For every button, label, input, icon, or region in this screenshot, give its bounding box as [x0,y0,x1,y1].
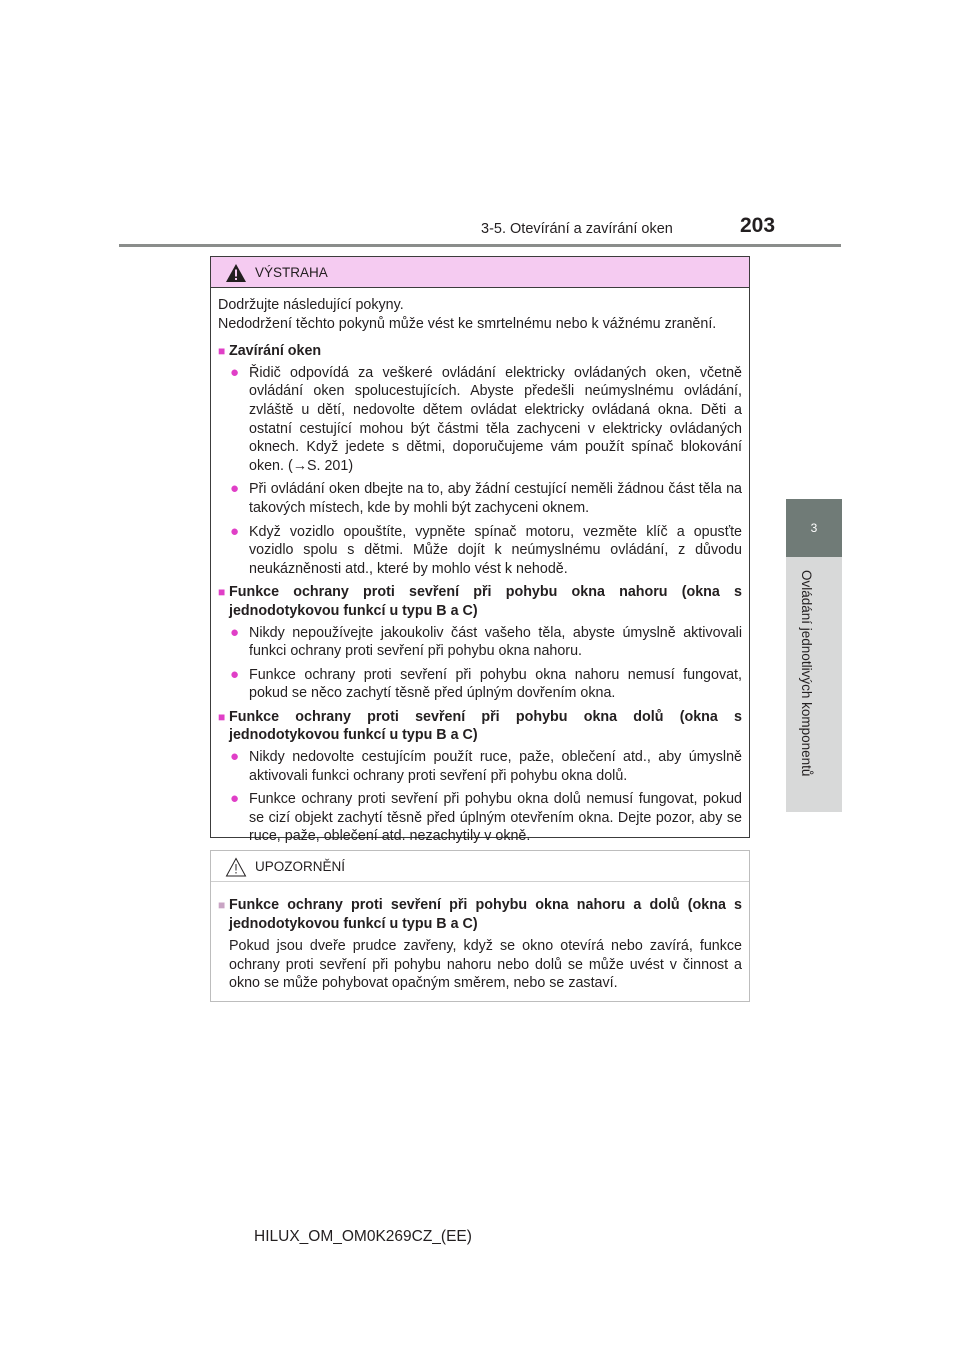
item-text: Nikdy nedovolte cestujícím použít ruce, paže, oblečení atd., aby úmyslně aktivovali funkci ochrany proti sevření při pohybu okna dolů. [249,749,742,784]
warning-title: VÝSTRAHA [255,265,328,280]
document-code: HILUX_OM_OM0K269CZ_(EE) [254,1228,472,1245]
square-bullet-icon: ■ [218,585,226,600]
list-item [230,364,742,476]
item-text: Funkce ochrany proti sevření při pohybu okna nahoru nemusí fungovat, pokud se něco zachytí těsně před úplným dovřením okna. [249,666,742,702]
warning-section-jam-up [218,583,742,620]
warning-section-jam-down [218,708,742,745]
warning-intro-line-1: Dodržujte následující pokyny. [218,297,404,313]
section-title: Funkce ochrany proti sevření při pohybu okna nahoru a dolů (okna s jednodotykovou funkcí u typu B a C) [229,897,742,932]
round-bullet-icon: ● [230,748,240,766]
warning-intro [218,296,742,333]
square-bullet-icon: ■ [218,898,226,912]
caution-triangle-outline-icon [225,857,247,877]
header-rule [119,244,841,247]
item-text: Když vozidlo opouštíte, vypněte spínač motoru, vezměte klíč a opusťte vozidlo spolu s dětmi. Může dojít k neúmyslnému ovládání, z důvodu neukázněnosti atd., které by mohlo vést k nehodě. [249,523,742,577]
notice-section [218,896,742,933]
list-item [230,748,742,785]
notice-text: Pokud jsou dveře prudce zavřeny, když se okno otevírá nebo zavírá, funkce ochrany proti sevření při pohybu nahoru nebo dolů se může uvést v činnost a okno se může pohybovat opačným směrem, nebo se zastaví. [229,938,742,992]
item-text: Funkce ochrany proti sevření při pohybu okna dolů nemusí fungovat, pokud se cizí objekt zachytí těsně před úplným otevřením okna. Dejte pozor, aby se ruce, paže, oblečení atd. nezachytily v okně. [249,791,742,845]
chapter-tab-bar [786,557,842,812]
list-item [230,624,742,661]
section-title: Funkce ochrany proti sevření při pohybu okna nahoru (okna s jednodotykovou funkcí u typu B a C) [229,584,742,619]
page-number: 203 [740,214,776,237]
round-bullet-icon: ● [230,363,240,381]
item-text: Při ovládání oken dbejte na to, aby žádní cestující neměli žádnou část těla na takových místech, kde by mohli být zachyceni oknem. [249,481,742,516]
chapter-number: 3 [810,521,818,535]
list-item [230,790,742,846]
chapter-title: Ovládání jednotlivých komponentů [799,570,814,777]
item-text: Řidič odpovídá za veškeré ovládání elektricky ovládaných oken, včetně ovládání oken spolucestujících. Abyste předešli neúmyslnému ovládání, zvláště u dětí, nedovolte dětem ovládat elektricky ovládaná okna. Děti a ostatní cestující mohou být částmi těla zachyceni v elektricky ovládaných oknech. Když jedete s dětmi, doporučujeme vám použít spínač blokování oken. (→S. 201) [249,364,742,474]
round-bullet-icon: ● [230,790,240,808]
notice-title: UPOZORNĚNÍ [255,859,346,874]
section-heading: 3-5. Otevírání a zavírání oken [481,221,673,237]
round-bullet-icon: ● [230,623,240,641]
section-title: Funkce ochrany proti sevření při pohybu okna dolů (okna s jednodotykovou funkcí u typu B a C) [229,708,742,744]
warning-triangle-icon [225,263,247,283]
chapter-tab [786,499,842,557]
warning-intro-line-2: Nedodržení těchto pokynů může vést ke smrtelnému nebo k vážnému zranění. [218,315,717,332]
list-item [230,480,742,517]
section-title: Zavírání oken [229,343,322,360]
warning-body [211,288,749,846]
square-bullet-icon: ■ [218,344,226,359]
square-bullet-icon: ■ [218,709,226,724]
round-bullet-icon: ● [230,480,240,498]
warning-section-closing [218,342,742,361]
list-item [230,666,742,703]
notice-body [211,882,749,993]
notice-box [210,850,750,1002]
round-bullet-icon: ● [230,665,240,683]
round-bullet-icon: ● [230,522,240,540]
warning-header [211,257,749,288]
list-item [230,523,742,579]
notice-header [211,851,749,882]
warning-box [210,256,750,845]
item-text: Nikdy nepoužívejte jakoukoliv část vašeho těla, abyste úmyslně aktivovali funkci ochrany proti sevření při pohybu okna nahoru. [249,624,742,660]
